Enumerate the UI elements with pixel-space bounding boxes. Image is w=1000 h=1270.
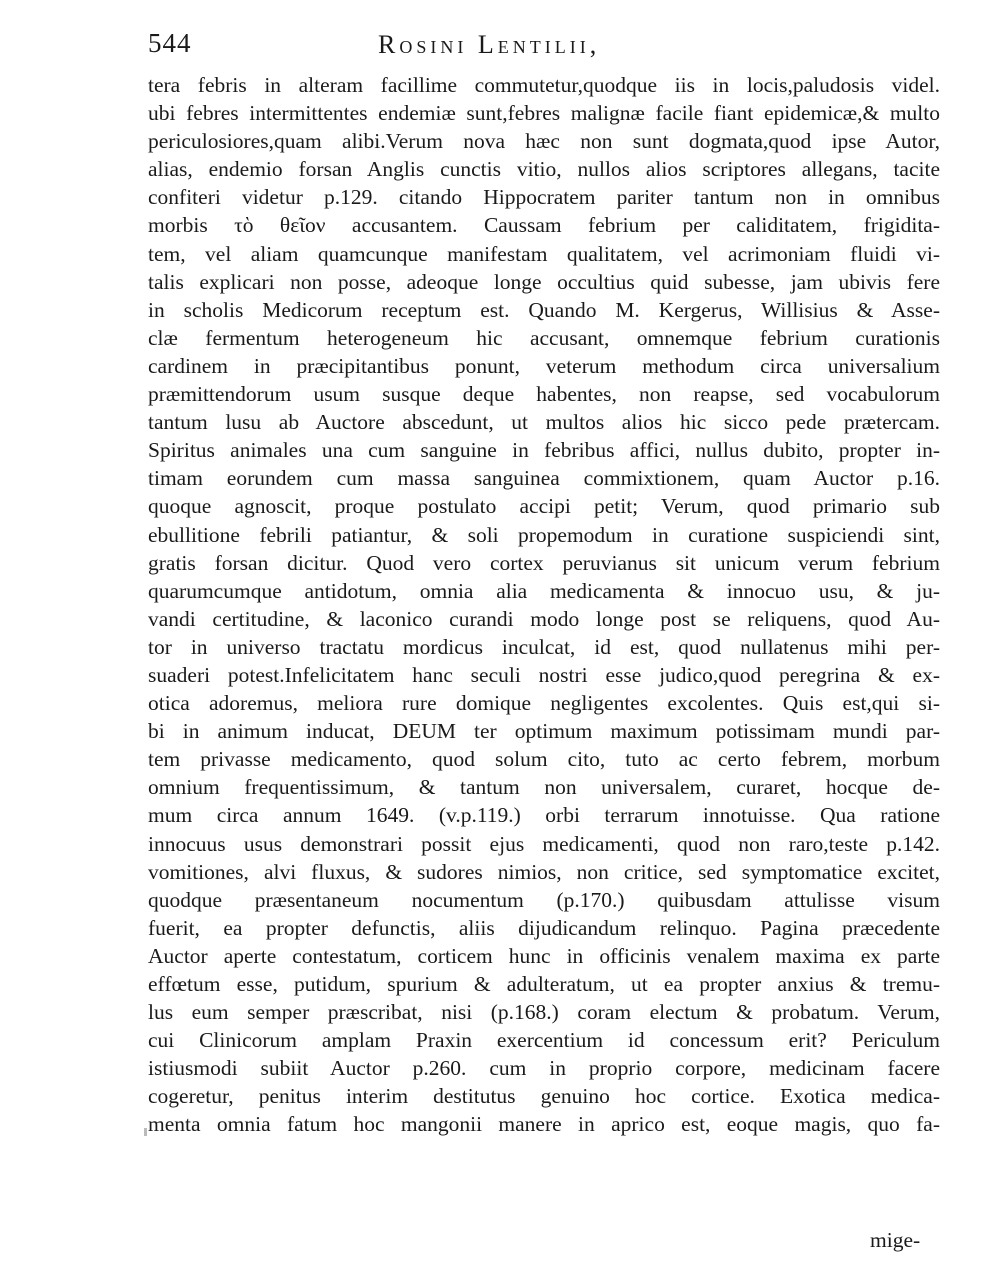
text-line: ebullitione febrili patiantur, & soli propemodum in curatione suspiciendi sint, [148,522,940,547]
text-line: Spiritus animales una cum sanguine in febribus affici, nullus dubito, propter in- [148,438,940,463]
text-line: timam eorundem cum massa sanguinea commixtionem, quam Auctor p.16. [148,466,940,491]
text-line: tem, vel aliam quamcunque manifestam qualitatem, vel acrimoniam fluidi vi- [148,241,940,266]
text-line: effœtum esse, putidum, spurium & adulteratum, ut ea propter anxius & tremu- [148,972,940,996]
text-line: tera febris in alteram facillime commutetur,quodque iis in locis,paludosis videl. [148,73,940,97]
text-line: cardinem in præcipitantibus ponunt, veterum methodum circa universalium [148,353,940,378]
text-line: gratis forsan dicitur. Quod vero cortex peruvianus sit unicum verum febrium [148,550,940,575]
text-line: quoque agnoscit, proque postulato accipi petit; Verum, quod primario sub [148,494,940,519]
text-line: cui Clinicorum amplam Praxin exercentium id concessum erit? Periculum [148,1028,940,1053]
text-line: tantum lusu ab Auctore abscedunt, ut multos alios hic sicco pede prætercam. [148,410,940,435]
text-line: bi in animum inducat, DEUM ter optimum maximum potissimam mundi par- [148,719,940,744]
text-line: ubi febres intermittentes endemiæ sunt,febres malignæ facile fiant epidemicæ,& multo [148,101,940,126]
text-line: tem privasse medicamento, quod solum cito, tuto ac certo febrem, morbum [148,747,940,772]
text-line: periculosiores,quam alibi.Verum nova hæc non sunt dogmata,quod ipse Autor, [148,129,940,154]
text-line: vandi certitudine, & laconico curandi modo longe post se reliquens, quod Au- [148,606,940,631]
text-line: mum circa annum 1649. (v.p.119.) orbi terrarum innotuisse. Qua ratione [148,803,940,828]
text-line: quarumcumque antidotum, omnia alia medicamenta & innocuo usu, & ju- [148,578,940,603]
text-line: omnium frequentissimum, & tantum non universalem, curaret, hocque de- [148,775,940,800]
text-line: quodque præsentaneum nocumentum (p.170.) quibusdam attulisse visum [148,887,940,912]
text-line: morbis τὸ θεῖον accusantem. Caussam febrium per caliditatem, frigidita- [148,213,940,238]
text-line: suaderi potest.Infelicitatem hanc seculi nostri esse judico,quod peregrina & ex- [148,662,940,687]
page-number: 544 [148,28,192,58]
running-title: Rosini Lentilii, [378,30,601,59]
text-line: fuerit, ea propter defunctis, aliis dijudicandum relinquo. Pagina præcedente [148,915,940,940]
text-line: Auctor aperte contestatum, corticem hunc in officinis venalem maxima ex parte [148,943,940,968]
body-text [148,71,940,1139]
text-line: confiteri videtur p.129. citando Hippocratem pariter tantum non in omnibus [148,185,940,210]
text-line: cogeretur, penitus interim destitutus genuino hoc cortice. Exotica medica- [148,1084,940,1109]
text-line: tor in universo tractatu mordicus inculcat, id est, quod nullatenus mihi per- [148,634,940,659]
text-line: talis explicari non posse, adeoque longe occultius quid subesse, jam ubivis fere [148,269,940,294]
text-line: otica adoremus, meliora rure domique negligentes excolentes. Quis est,qui si- [148,691,940,716]
text-line: lus eum semper præscribat, nisi (p.168.) coram electum & probatum. Verum, [148,1000,940,1025]
running-head [148,28,948,68]
catchword: mige- [870,1228,921,1252]
text-line: in scholis Medicorum receptum est. Quando M. Kergerus, Willisius & Asse- [148,297,940,322]
text-line: clæ fermentum heterogeneum hic accusant, omnemque febrium curationis [148,325,940,350]
text-line: vomitiones, alvi fluxus, & sudores nimios, non critice, sed symptomatice excitet, [148,859,940,884]
text-line: præmittendorum usum susque deque habentes, non reapse, sed vocabulorum [148,382,940,407]
text-line: alias, endemio forsan Anglis cunctis vitio, nullos alios scriptores allegans, tacite [148,157,940,182]
text-line: istiusmodi subiit Auctor p.260. cum in proprio corpore, medicinam facere [148,1056,940,1081]
text-line: innocuus usus demonstrari possit ejus medicamenti, quod non raro,teste p.142. [148,831,940,856]
margin-mark [144,1128,147,1136]
text-line: menta omnia fatum hoc mangonii manere in aprico est, eoque magis, quo fa- [148,1112,940,1137]
